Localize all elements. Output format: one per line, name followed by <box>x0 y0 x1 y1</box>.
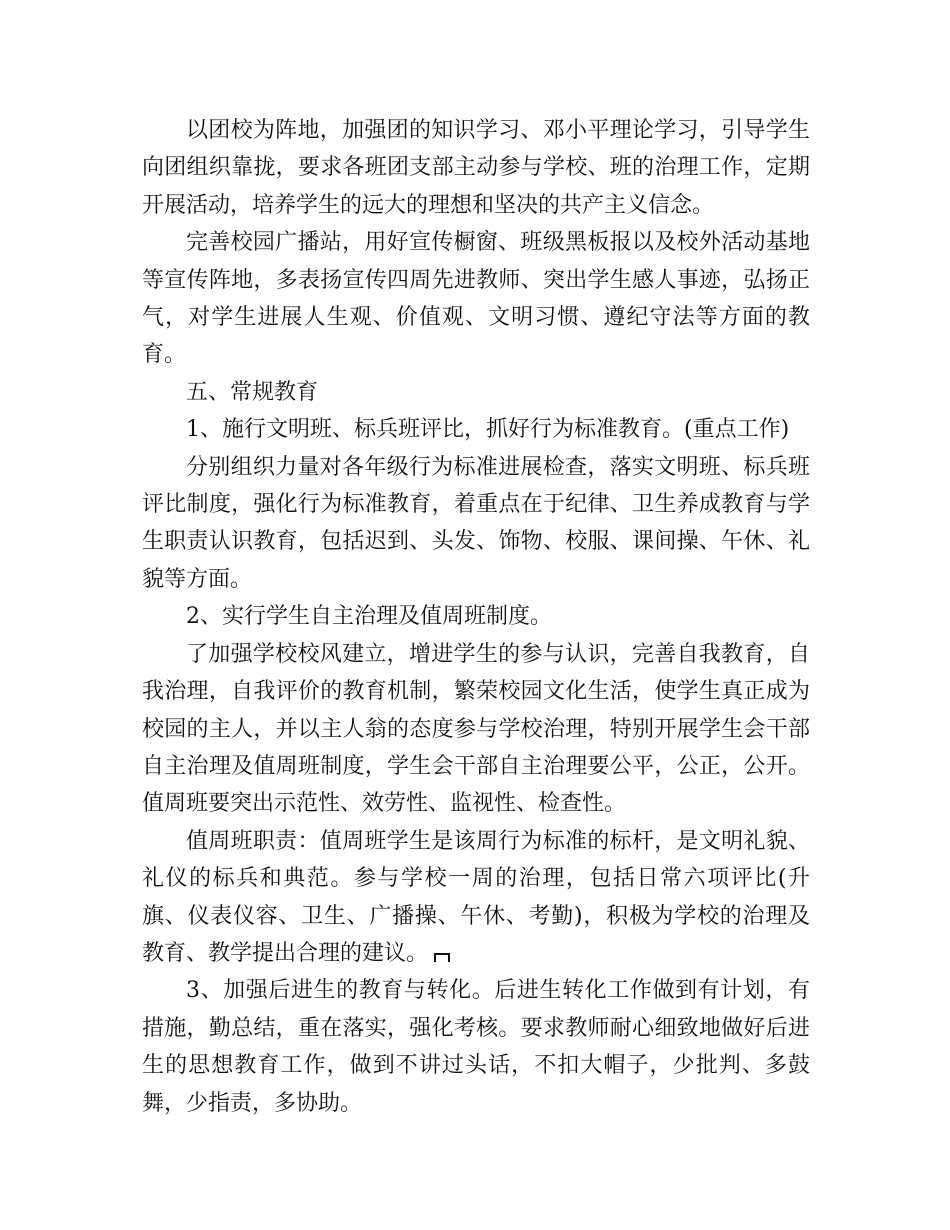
duty-class-text: 值周班职责：值周班学生是该周行为标准的标杆，是文明礼貌、礼仪的标兵和典范。参与学校一周的治理，包括日常六项评比(升旗、仪表仪容、卫生、广播操、午休、考勤)，积极为学校的治理及教育、教学提出合理的建议。 <box>142 828 810 966</box>
paragraph-struggling-students: 3、加强后进生的教育与转化。后进生转化工作做到有计划，有措施，勤总结，重在落实，强化考核。要求教师耐心细致地做好后进生的思想教育工作，做到不讲过头话，不扣大帽子，少批判、多鼓舞，少指责，多协助。 <box>142 978 810 1116</box>
paragraph-duty-class-responsibilities <box>142 823 810 973</box>
paragraph-behavior-inspection: 分别组织力量对各年级行为标准进展检查，落实文明班、标兵班评比制度，强化行为标准教育，着重点在于纪律、卫生养成教育与学生职责认识教育，包括迟到、头发、饰物、校服、课间操、午休、礼貌等方面。 <box>142 454 810 592</box>
paragraph-school-spirit: 了加强学校校风建立，增进学生的参与认识，完善自我教育，自我治理，自我评价的教育机制，繁荣校园文化生活，使学生真正成为校园的主人，并以主人翁的态度参与学校治理，特别开展学生会干部自主治理及值周班制度，学生会干部自主治理要公平，公正，公开。值周班要突出示范性、效劳性、监视性、检查性。 <box>142 641 810 817</box>
section-heading-routine-education: 五、常规教育 <box>186 379 319 405</box>
item-heading-civilized-class: 1、施行文明班、标兵班评比，抓好行为标准教育。(重点工作) <box>186 417 790 443</box>
paragraph-youth-league: 以团校为阵地，加强团的知识学习、邓小平理论学习，引导学生向团组织靠拢，要求各班团支部主动参与学校、班的治理工作，定期开展活动，培养学生的远大的理想和坚决的共产主义信念。 <box>142 118 810 218</box>
text-cursor-mark <box>434 953 450 962</box>
item-heading-self-governance: 2、实行学生自主治理及值周班制度。 <box>186 604 552 630</box>
document-body <box>142 112 810 1122</box>
paragraph-campus-broadcast: 完善校园广播站，用好宣传橱窗、班级黑板报以及校外活动基地等宣传阵地，多表扬宣传四周先进教师、突出学生感人事迹，弘扬正气，对学生进展人生观、价值观、文明习惯、遵纪守法等方面的教育。 <box>142 230 810 368</box>
